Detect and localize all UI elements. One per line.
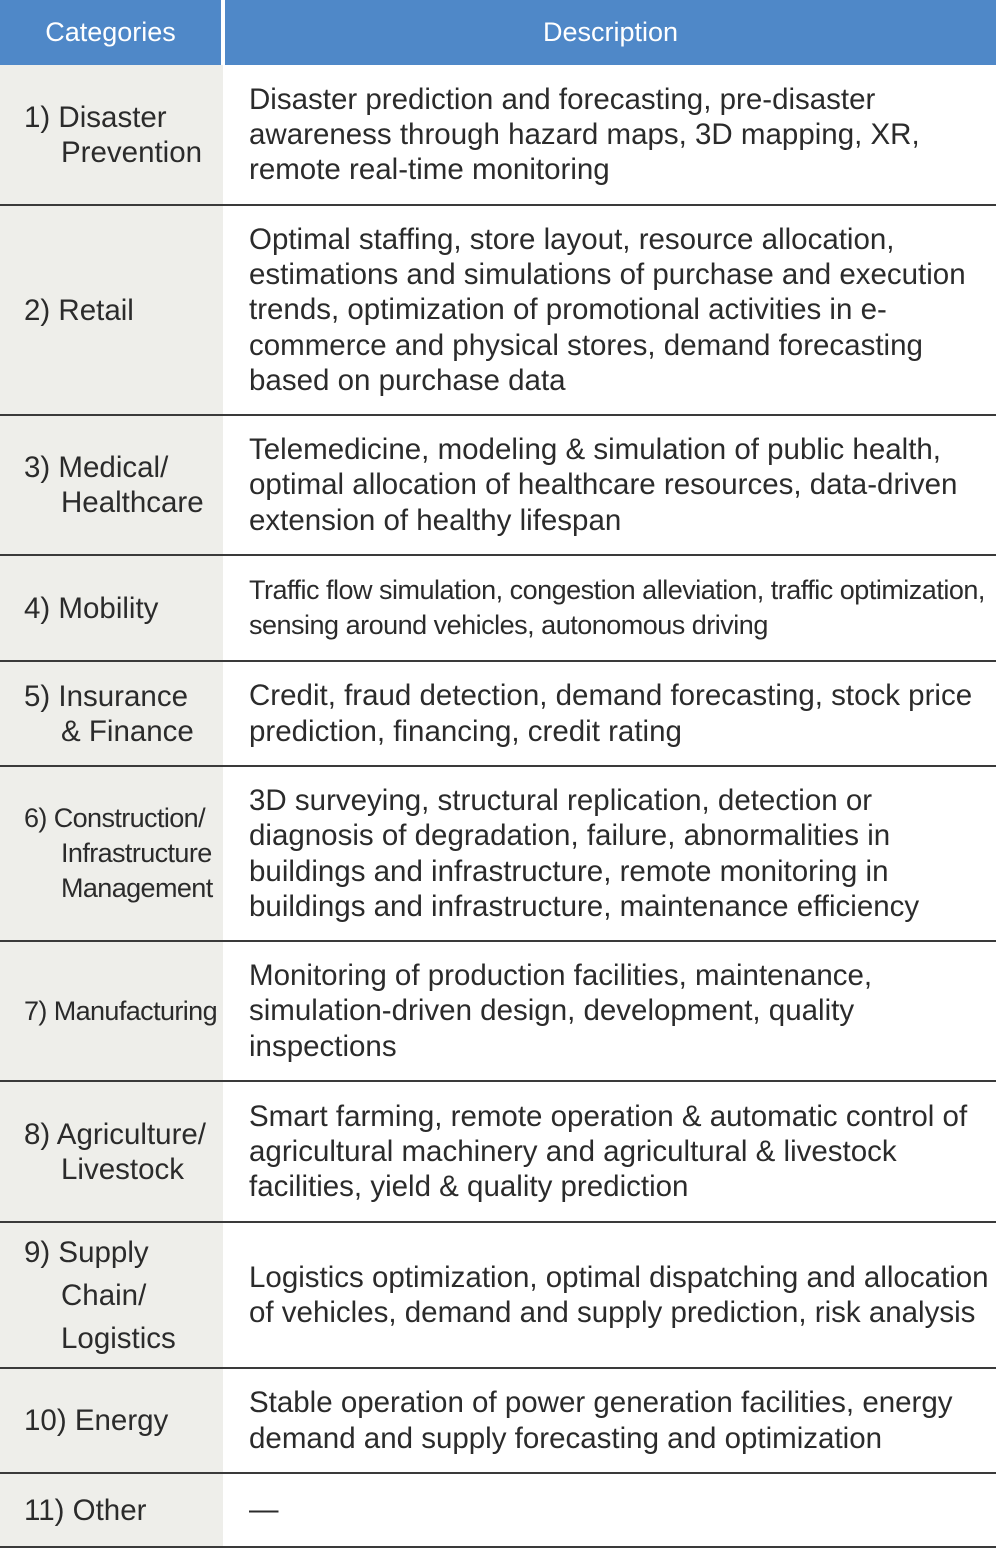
header-description: Description bbox=[225, 0, 996, 65]
category-cell bbox=[0, 662, 223, 765]
description-text: — bbox=[249, 1493, 279, 1527]
description-cell bbox=[223, 65, 996, 204]
description-cell bbox=[223, 942, 996, 1080]
table-row bbox=[0, 416, 996, 556]
table-row bbox=[0, 942, 996, 1082]
category-cell bbox=[0, 416, 223, 554]
table-row bbox=[0, 1082, 996, 1223]
category-label: 8) Agriculture/ bbox=[24, 1117, 206, 1151]
description-cell bbox=[223, 767, 996, 940]
description-text: Logistics optimization, optimal dispatching and allocation of vehicles, demand and supply prediction, risk analysis bbox=[249, 1260, 989, 1329]
description-cell bbox=[223, 556, 996, 660]
description-text: Traffic flow simulation, congestion alleviation, traffic optimization, sensing around vehicles, autonomous driving bbox=[249, 575, 985, 640]
table-row bbox=[0, 767, 996, 942]
category-cell bbox=[0, 942, 223, 1080]
category-label: Prevention bbox=[61, 135, 203, 169]
description-cell bbox=[223, 1082, 996, 1221]
category-cell bbox=[0, 206, 223, 414]
description-cell bbox=[223, 662, 996, 765]
header-categories: Categories bbox=[0, 0, 221, 65]
description-text: Disaster prediction and forecasting, pre-disaster awareness through hazard maps, 3D mapping, XR, remote real-time monitoring bbox=[249, 82, 920, 187]
category-label: 11) Other bbox=[24, 1493, 147, 1527]
table-row bbox=[0, 206, 996, 416]
category-label: 1) Disaster bbox=[24, 100, 167, 134]
category-label: Healthcare bbox=[61, 486, 204, 519]
category-label: Livestock bbox=[61, 1152, 184, 1186]
category-label: 10) Energy bbox=[24, 1404, 169, 1437]
table-header bbox=[0, 0, 996, 65]
description-text: Smart farming, remote operation & automatic control of agricultural machinery and agricultural & livestock facilities, yield & quality prediction bbox=[249, 1099, 968, 1204]
category-label: & Finance bbox=[61, 714, 194, 748]
category-label: Logistics bbox=[61, 1321, 176, 1355]
description-text: Optimal staffing, store layout, resource allocation, estimations and simulations of purchase and execution trends, optimization of promotional activities in e-commerce and physical stores, demand forecasting based on purchase data bbox=[249, 222, 966, 397]
table-row bbox=[0, 1223, 996, 1369]
table-row bbox=[0, 1369, 996, 1474]
description-cell bbox=[223, 416, 996, 554]
category-cell bbox=[0, 767, 223, 940]
description-text: Stable operation of power generation facilities, energy demand and supply forecasting and optimization bbox=[249, 1386, 953, 1455]
category-cell bbox=[0, 556, 223, 660]
category-label: 9) Supply bbox=[24, 1235, 149, 1269]
category-label: 4) Mobility bbox=[24, 591, 159, 625]
category-label: 7) Manufacturing bbox=[24, 995, 218, 1026]
description-cell bbox=[223, 1474, 996, 1546]
category-label: 6) Construction/ bbox=[24, 803, 205, 833]
table-row bbox=[0, 556, 996, 662]
table-row bbox=[0, 65, 996, 206]
category-label: Management bbox=[61, 873, 213, 903]
table-row bbox=[0, 1474, 996, 1548]
category-cell bbox=[0, 1474, 223, 1546]
category-cell bbox=[0, 1369, 223, 1472]
description-text: 3D surveying, structural replication, detection or diagnosis of degradation, failure, abnormalities in buildings and infrastructure, remote monitoring in buildings and infrastructure, maintenance efficiency bbox=[249, 783, 920, 923]
category-label: 3) Medical/ bbox=[24, 451, 169, 484]
category-cell bbox=[0, 65, 223, 204]
category-label: 2) Retail bbox=[24, 293, 134, 327]
description-text: Credit, fraud detection, demand forecasting, stock price prediction, financing, credit rating bbox=[249, 679, 973, 748]
description-text: Monitoring of production facilities, maintenance, simulation-driven design, development, quality inspections bbox=[249, 959, 873, 1063]
category-label: Infrastructure bbox=[61, 838, 212, 868]
description-cell bbox=[223, 1223, 996, 1367]
category-label: 5) Insurance bbox=[24, 679, 188, 713]
category-cell bbox=[0, 1223, 223, 1367]
description-cell bbox=[223, 1369, 996, 1472]
category-cell bbox=[0, 1082, 223, 1221]
category-label: Chain/ bbox=[61, 1278, 147, 1312]
description-cell bbox=[223, 206, 996, 414]
table-row bbox=[0, 662, 996, 767]
description-text: Telemedicine, modeling & simulation of public health, optimal allocation of healthcare resources, data-driven extension of healthy lifespan bbox=[249, 433, 958, 537]
